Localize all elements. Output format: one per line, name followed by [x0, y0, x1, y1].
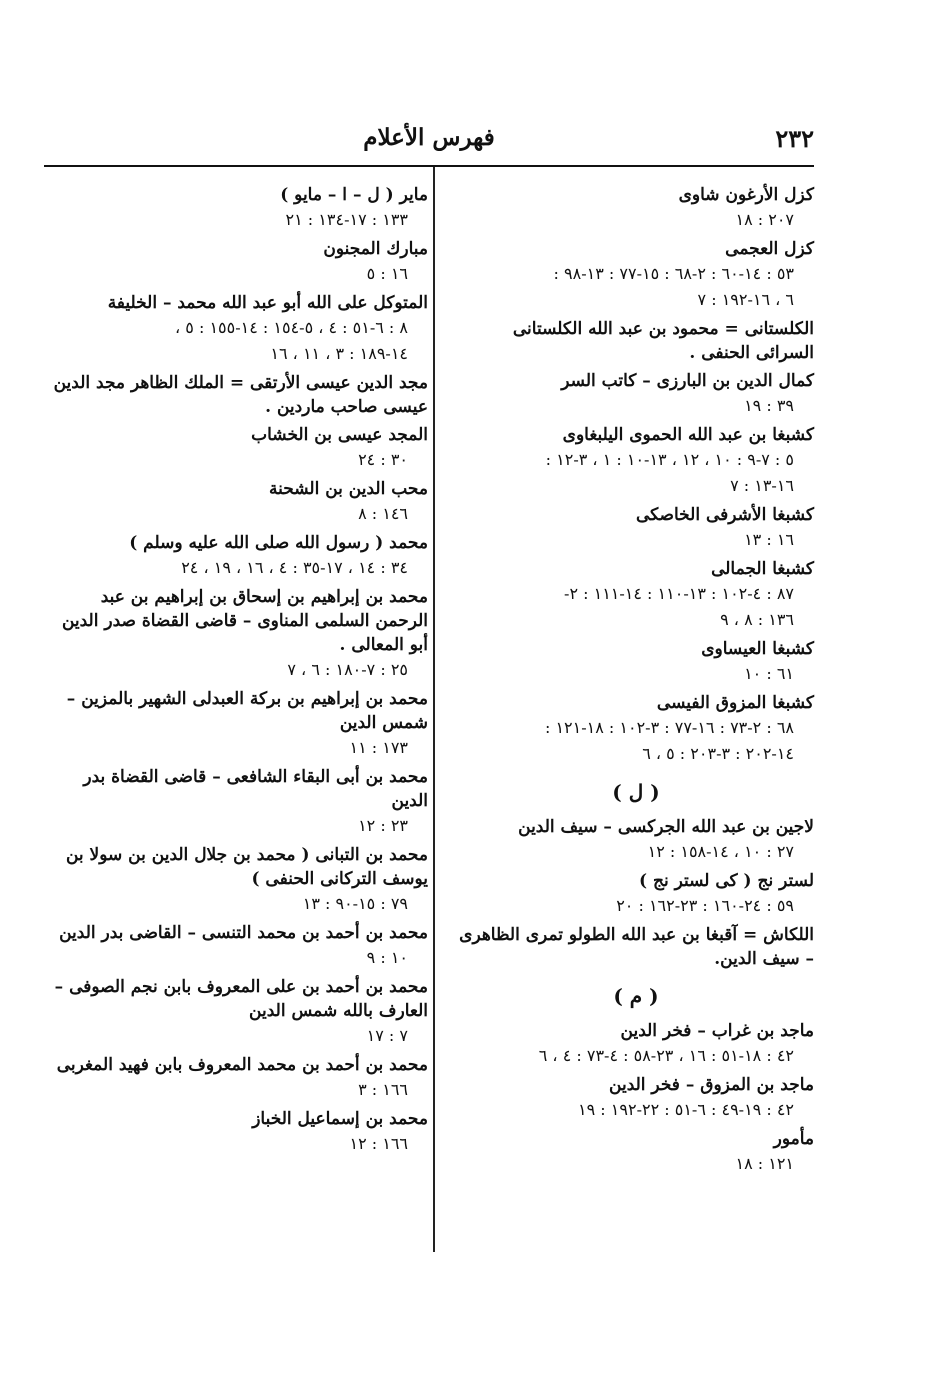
- index-entry: [52, 843, 428, 917]
- page-number: ٢٣٢: [775, 124, 814, 153]
- entry-name: محمد بن التبانى ( محمد بن جلال الدين بن سولا بن يوسف التركانى الحنفى ): [65, 845, 428, 889]
- entry-name: كزل العجمى: [725, 239, 814, 259]
- entry-name: كشبغا بن عبد الله الحموى اليلبغاوى: [562, 425, 814, 445]
- entry-name: محمد بن أبى البقاء الشافعى – قاضى القضاة بدر الدين: [83, 767, 428, 811]
- entry-name: اللكاش = آقبغا بن عبد الله الطولو تمرى الظاهرى – سيف الدين.: [459, 925, 814, 969]
- index-entry: [52, 371, 428, 419]
- entry-references: ١٦٦ : ١٢: [349, 1134, 408, 1153]
- page-title: فهرس الأعلام: [363, 124, 495, 151]
- entry-references: ٥٣ : ١٤-٦٠ : ٢-٦٨ : ١٥-٧٧ : ١٣-٩٨ :: [553, 264, 794, 283]
- entry-name: محمد ( رسول الله صلى الله عليه وسلم ): [129, 533, 428, 553]
- entry-name: كشبغا الأشرفى الخاصكى: [636, 505, 814, 525]
- entry-name: المتوكل على الله أبو عبد الله محمد – الخليفة: [107, 293, 428, 313]
- index-entry: [458, 423, 814, 499]
- entry-name: كشبغا العيساوى: [701, 639, 814, 659]
- index-entry: [52, 1107, 428, 1157]
- entry-references: ١٤٦ : ٨: [358, 504, 408, 523]
- index-entry: [458, 815, 814, 865]
- entry-references: ١٤-٢٠٢ : ٣-٢٠٣ : ٥ ، ٦: [642, 744, 794, 763]
- entry-references: ٧٩ : ١٥-٩٠ : ١٣: [302, 894, 408, 913]
- index-entry: [458, 183, 814, 233]
- index-entry: [52, 765, 428, 839]
- entry-references: ١٣٣ : ١٧-١٣٤ : ٢١: [285, 210, 408, 229]
- entry-references: ٤٢ : ١٩-٤٩ : ٦-٥١ : ٢٢-١٩٢ : ١٩: [578, 1100, 794, 1119]
- entry-references: ٢٥ : ٧-١٨٠ : ٦ ، ٧: [287, 660, 408, 679]
- index-entry: [52, 921, 428, 971]
- column-divider: [433, 167, 435, 1252]
- entry-name: الكلستانى = محمود بن عبد الله الكلستانى السرائى الحنفى .: [512, 319, 814, 363]
- index-entry: [458, 637, 814, 687]
- index-entry: [52, 183, 428, 233]
- entry-name: محمد بن أحمد بن محمد المعروف بابن فهيد المغربى: [56, 1055, 428, 1075]
- entry-references: ٢٧ : ١٠ ، ١٤-١٥٨ : ١٢: [647, 842, 794, 861]
- section-heading: ( م ): [613, 984, 659, 1008]
- index-entry: [458, 691, 814, 767]
- right-column: [458, 183, 814, 1181]
- entry-references: ٧ : ١٧: [366, 1026, 408, 1045]
- entry-references: ١٧٣ : ١١: [349, 738, 408, 757]
- index-entry: [458, 557, 814, 633]
- entry-name: كشبغا المزوق الفيسى: [656, 693, 814, 713]
- entry-references: ٣٠ : ٢٤: [358, 450, 408, 469]
- entry-name: محمد بن إبراهيم بن إسحاق بن إبراهيم بن عبد الرحمن السلمى المناوى – قاضى القضاة صدر الدين أبو المعالى .: [61, 587, 428, 655]
- entry-name: كمال الدين بن البارزى – كاتب السر: [561, 371, 814, 391]
- entry-references: ٤٢ : ١٨-٥١ : ١٦ ، ٢٣-٥٨ : ٤-٧٣ : ٤ ، ٦: [538, 1046, 794, 1065]
- entry-references: ٦١ : ١٠: [744, 664, 794, 683]
- entry-name: محمد بن إبراهيم بن بركة العبدلى الشهير بالمزين – شمس الدين: [66, 689, 428, 733]
- entry-name: محب الدين بن الشحنة: [269, 479, 428, 499]
- entry-name: مجد الدين عيسى الأرتقى = الملك الظاهر مجد الدين عيسى صاحب ماردين .: [53, 373, 428, 417]
- entry-name: محمد بن أحمد بن محمد التنسى – القاضى بدر الدين: [59, 923, 428, 943]
- entry-name: محمد بن إسماعيل الخباز: [252, 1109, 428, 1129]
- index-entry: [458, 369, 814, 419]
- entry-references: ١٢١ : ١٨: [735, 1154, 794, 1173]
- entry-name: مأمور: [773, 1129, 814, 1149]
- entry-name: لستر نج ( كى لستر نج ): [639, 871, 814, 891]
- index-entry: [458, 503, 814, 553]
- section-heading: ( ل ): [612, 780, 660, 804]
- index-entry: [458, 237, 814, 313]
- entry-name: ماجد بن غراب – فخر الدين: [620, 1021, 814, 1041]
- entry-references: ١٦٦ : ٣: [358, 1080, 408, 1099]
- index-entry: [458, 923, 814, 971]
- index-entry: [52, 687, 428, 761]
- entry-references: ٨ : ٦-٥١ : ٤ ، ٥-١٥٤ : ١٤-١٥٥ : ٥ ،: [175, 318, 408, 337]
- entry-references: ٨٧ : ٤-١٠٢ : ١٣-١١٠ : ١٤-١١١ : ٢-: [564, 584, 794, 603]
- left-column: [52, 183, 428, 1161]
- entry-references: ١٦-١٣ : ٧: [730, 476, 794, 495]
- entry-references: ٦٨ : ٢-٧٣ : ١٦-٧٧ : ٣-١٠٢ : ١٨-١٢١ :: [544, 718, 794, 737]
- entry-name: ماجد بن المزوق – فخر الدين: [609, 1075, 814, 1095]
- entry-references: ٢٣ : ١٢: [358, 816, 408, 835]
- entry-references: ٣٤ : ١٤ ، ١٧-٣٥ : ٤ ، ١٦ ، ١٩ ، ٢٤: [181, 558, 408, 577]
- entry-references: ٥٩ : ٢٤-١٦٠ : ٢٣-١٦٢ : ٢٠: [616, 896, 794, 915]
- entry-name: ماير ( ل – ا – مايو ): [280, 185, 428, 205]
- index-entry: [52, 975, 428, 1049]
- index-entry: [52, 423, 428, 473]
- entry-references: ٢٠٧ : ١٨: [735, 210, 794, 229]
- entry-name: محمد بن أحمد بن على المعروف بابن نجم الصوفى – العارف بالله شمس الدين: [54, 977, 428, 1021]
- entry-name: المجد عيسى بن الخشاب: [251, 425, 428, 445]
- entry-references: ٥ : ٧-٩ : ١٠ ، ١٢ ، ١٣-١٠ : ١ ، ٣-١٢ :: [545, 450, 794, 469]
- index-entry: [458, 869, 814, 919]
- entry-name: مبارك المجنون: [323, 239, 428, 259]
- entry-references: ١٠ : ٩: [366, 948, 408, 967]
- index-entry: [52, 585, 428, 683]
- index-entry: [458, 1073, 814, 1123]
- entry-references: ١٤-١٨٩ : ٣ ، ١١ ، ١٦: [270, 344, 408, 363]
- index-entry: [52, 237, 428, 287]
- entry-name: كشبغا الجمالى: [711, 559, 814, 579]
- page-header: [44, 120, 814, 164]
- index-entry: [458, 317, 814, 365]
- index-entry: [52, 291, 428, 367]
- index-entry: [458, 1127, 814, 1177]
- entry-name: لاجين بن عبد الله الجركسى – سيف الدين: [518, 817, 814, 837]
- entry-references: ١٣٦ : ٨ ، ٩: [720, 610, 794, 629]
- entry-references: ١٦ : ١٣: [744, 530, 794, 549]
- index-entry: [52, 477, 428, 527]
- header-rule: [44, 165, 814, 167]
- index-entry: [52, 1053, 428, 1103]
- entry-references: ٣٩ : ١٩: [744, 396, 794, 415]
- entry-references: ٦ ، ١٦-١٩٢ : ٧: [697, 290, 794, 309]
- entry-references: ١٦ : ٥: [366, 264, 408, 283]
- index-entry: [458, 1019, 814, 1069]
- entry-name: كزل الأرغون شاوى: [678, 185, 814, 205]
- index-entry: [52, 531, 428, 581]
